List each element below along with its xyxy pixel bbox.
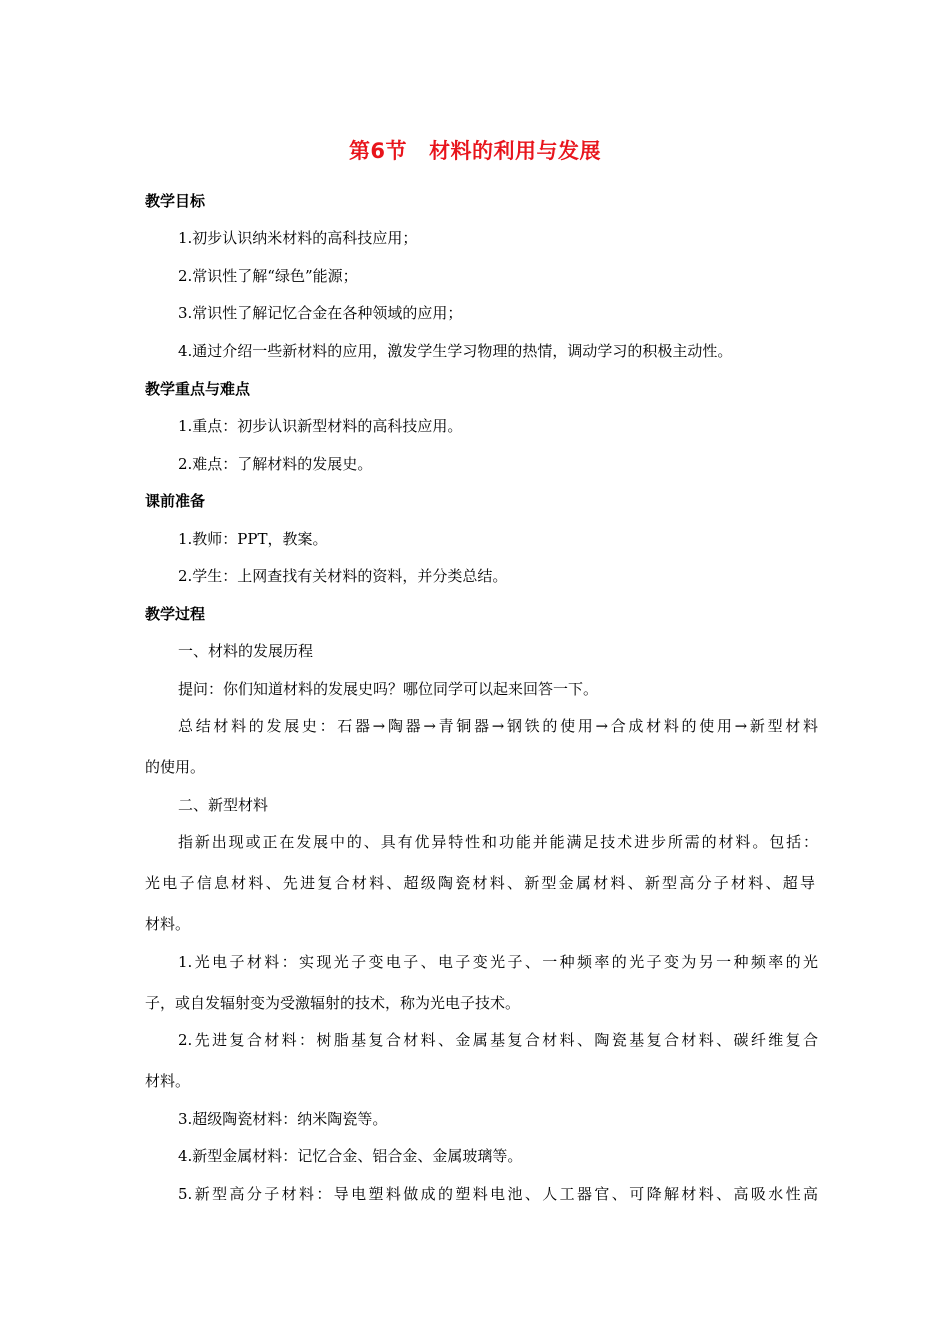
heading-preparation: 课前准备 [145,492,206,510]
ceramics-line: 3.超级陶瓷材料：纳米陶瓷等。 [178,1110,388,1128]
process-summary-line-2: 的使用。 [145,758,206,776]
new-materials-definition-line-1: 指新出现或正在发展中的、具有优异特性和功能并能满足技术进步所需的材料。包括： [178,833,818,851]
heading-teaching-process: 教学过程 [145,605,206,623]
optoelectronic-line-2: 子，或自发辐射变为受激辐射的技术，称为光电子技术。 [145,994,521,1012]
goal-item-4: 4.通过介绍一些新材料的应用，激发学生学习物理的热情，调动学习的积极主动性。 [178,342,733,360]
composite-line-2: 材料。 [145,1072,191,1090]
goal-item-2: 2.常识性了解“绿色”能源； [178,267,358,285]
process-question: 提问：你们知道材料的发展史吗？哪位同学可以起来回答一下。 [178,680,599,698]
preparation-item-1: 1.教师：PPT，教案。 [178,530,328,548]
goal-item-1: 1.初步认识纳米材料的高科技应用； [178,229,418,247]
new-materials-definition-line-2: 光电子信息材料、先进复合材料、超级陶瓷材料、新型金属材料、新型高分子材料、超导 [145,874,815,892]
heading-key-points: 教学重点与难点 [145,380,251,398]
key-point-item-1: 1.重点：初步认识新型材料的高科技应用。 [178,417,463,435]
composite-line-1: 2.先进复合材料：树脂基复合材料、金属基复合材料、陶瓷基复合材料、碳纤维复合 [178,1031,818,1049]
process-subheading-history: 一、材料的发展历程 [178,642,314,660]
polymer-materials-line: 5.新型高分子材料：导电塑料做成的塑料电池、人工器官、可降解材料、高吸水性高 [178,1185,818,1203]
title-text: 材料的利用与发展 [429,139,602,163]
page-title [0,136,950,166]
new-materials-definition-line-3: 材料。 [145,915,191,933]
optoelectronic-line-1: 1.光电子材料：实现光子变电子、电子变光子、一种频率的光子变为另一种频率的光 [178,953,818,971]
metal-materials-line: 4.新型金属材料：记忆合金、铝合金、金属玻璃等。 [178,1147,523,1165]
key-point-item-2: 2.难点：了解材料的发展史。 [178,455,373,473]
process-subheading-new-materials: 二、新型材料 [178,796,269,814]
goal-item-3: 3.常识性了解记忆合金在各种领域的应用； [178,304,463,322]
title-section-number: 第6节 [348,139,408,163]
preparation-item-2: 2.学生：上网查找有关材料的资料，并分类总结。 [178,567,508,585]
process-summary-line-1: 总结材料的发展史：石器→陶器→青铜器→钢铁的使用→合成材料的使用→新型材料 [178,717,818,735]
heading-teaching-goals: 教学目标 [145,192,206,210]
